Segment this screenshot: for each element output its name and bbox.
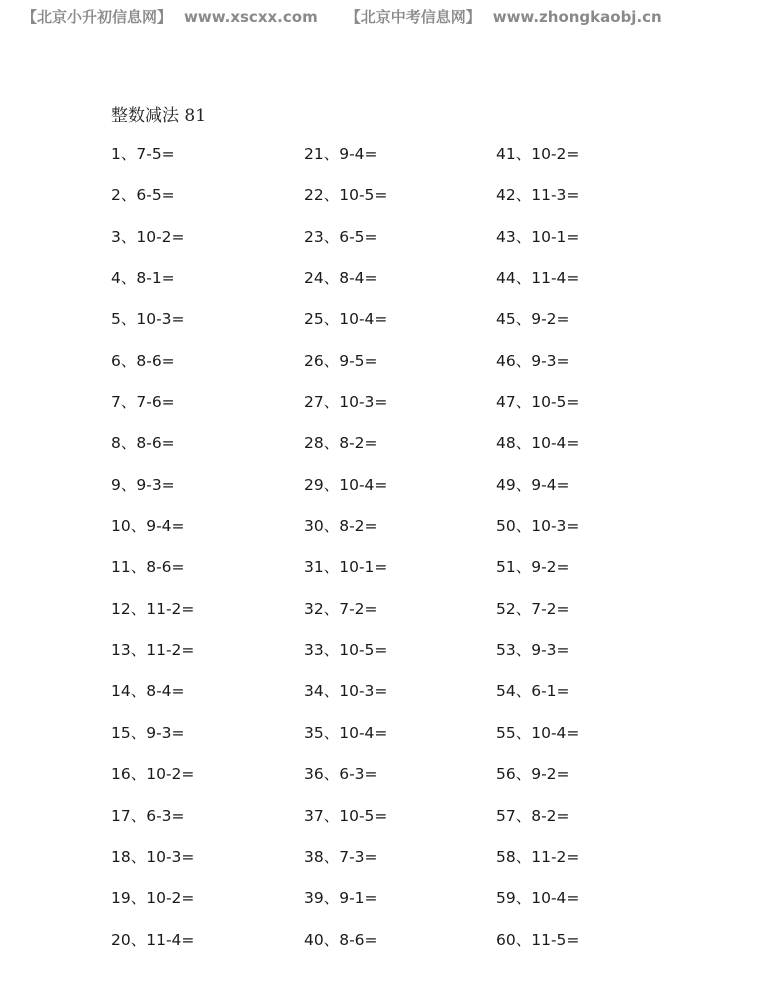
problem-item: 10、9-4= — [111, 517, 185, 536]
problem-item: 46、9-3= — [496, 351, 570, 370]
problem-item: 13、11-2= — [111, 641, 195, 660]
problem-item: 56、9-2= — [496, 765, 570, 784]
problem-item: 57、8-2= — [496, 806, 570, 825]
problem-item: 60、11-5= — [496, 930, 580, 949]
problem-item: 42、11-3= — [496, 186, 580, 205]
problem-item: 50、10-3= — [496, 517, 580, 536]
problem-item: 48、10-4= — [496, 434, 580, 453]
problem-item: 37、10-5= — [304, 806, 388, 825]
problem-item: 33、10-5= — [304, 641, 388, 660]
problem-item: 47、10-5= — [496, 393, 580, 412]
problem-item: 21、9-4= — [304, 145, 378, 163]
problem-item: 31、10-1= — [304, 558, 388, 577]
problem-item: 59、10-4= — [496, 889, 580, 908]
problem-item: 3、10-2= — [111, 227, 185, 246]
problem-item: 30、8-2= — [304, 517, 378, 536]
problem-item: 38、7-3= — [304, 847, 378, 866]
problem-item: 17、6-3= — [111, 806, 185, 825]
problem-item: 8、8-6= — [111, 434, 175, 453]
problem-item: 53、9-3= — [496, 641, 570, 660]
problem-item: 6、8-6= — [111, 351, 175, 370]
problem-item: 26、9-5= — [304, 351, 378, 370]
problem-item: 20、11-4= — [111, 930, 195, 949]
problem-item: 34、10-3= — [304, 682, 388, 701]
problem-item: 22、10-5= — [304, 186, 388, 205]
site1-label: 【北京小升初信息网】 — [22, 8, 173, 26]
problem-item: 45、9-2= — [496, 310, 570, 329]
problem-item: 36、6-3= — [304, 765, 378, 784]
page-header — [22, 6, 662, 27]
problem-item: 44、11-4= — [496, 269, 580, 288]
problem-item: 16、10-2= — [111, 765, 195, 784]
problem-item: 43、10-1= — [496, 227, 580, 246]
problem-item: 29、10-4= — [304, 475, 388, 494]
problem-item: 9、9-3= — [111, 475, 175, 494]
problem-item: 7、7-6= — [111, 393, 175, 412]
problem-item: 52、7-2= — [496, 599, 570, 618]
problem-item: 32、7-2= — [304, 599, 378, 618]
problem-column-1 — [111, 143, 291, 970]
problem-item: 1、7-5= — [111, 145, 175, 163]
problem-item: 49、9-4= — [496, 475, 570, 494]
problem-item: 19、10-2= — [111, 889, 195, 908]
problem-item: 18、10-3= — [111, 847, 195, 866]
problem-column-2 — [304, 143, 484, 970]
problem-item: 35、10-4= — [304, 723, 388, 742]
site2-label: 【北京中考信息网】 — [345, 8, 481, 26]
problem-item: 39、9-1= — [304, 889, 378, 908]
problem-item: 2、6-5= — [111, 186, 175, 205]
problem-item: 58、11-2= — [496, 847, 580, 866]
problem-item: 12、11-2= — [111, 599, 195, 618]
problem-item: 24、8-4= — [304, 269, 378, 288]
problem-item: 5、10-3= — [111, 310, 185, 329]
problem-item: 55、10-4= — [496, 723, 580, 742]
problem-item: 14、8-4= — [111, 682, 185, 701]
problem-item: 40、8-6= — [304, 930, 378, 949]
worksheet-title: 整数减法 81 — [111, 106, 207, 126]
problem-item: 15、9-3= — [111, 723, 185, 742]
problem-item: 28、8-2= — [304, 434, 378, 453]
site1-url-link[interactable]: www.xscxx.com — [184, 8, 318, 26]
problem-item: 11、8-6= — [111, 558, 185, 577]
problem-item: 27、10-3= — [304, 393, 388, 412]
problem-item: 51、9-2= — [496, 558, 570, 577]
problem-item: 23、6-5= — [304, 227, 378, 246]
problem-column-3 — [496, 143, 676, 970]
problem-item: 4、8-1= — [111, 269, 175, 288]
problem-item: 41、10-2= — [496, 145, 580, 163]
problem-item: 54、6-1= — [496, 682, 570, 701]
problem-item: 25、10-4= — [304, 310, 388, 329]
site2-url-link[interactable]: www.zhongkaobj.cn — [492, 8, 662, 26]
